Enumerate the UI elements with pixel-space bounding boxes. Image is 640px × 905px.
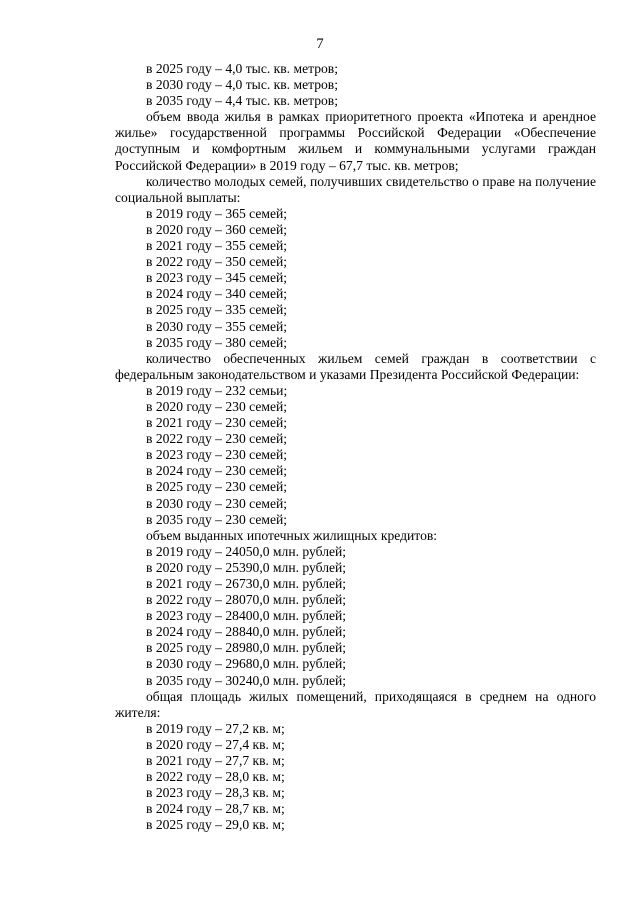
list-item: в 2021 году – 26730,0 млн. рублей; (146, 576, 347, 591)
list-item: в 2020 году – 230 семей; (146, 398, 288, 414)
list-item: в 2025 году – 29,0 кв. м; (146, 817, 285, 833)
list-item: в 2023 году – 230 семей; (146, 447, 288, 463)
list-item: в 2022 году – 28,0 кв. м; (146, 769, 285, 785)
young-families-list (115, 206, 596, 351)
list-item: в 2021 году – 355 семей; (146, 238, 288, 254)
list-item: в 2030 году – 29680,0 млн. рублей; (146, 656, 347, 672)
list-item: в 2023 году – 28,3 кв. м; (146, 785, 285, 801)
housing-volume-list (115, 61, 596, 109)
list-item: в 2019 году – 27,2 кв. м; (146, 720, 285, 736)
paragraph-housed-families: количество обеспеченных жильем семей граждан в соответствии с федеральным законодательством и указами Президента Российской Федерации: (115, 350, 596, 382)
list-item: в 2035 году – 30240,0 млн. рублей; (146, 672, 347, 688)
list-item: в 2025 году – 335 семей; (146, 302, 288, 318)
paragraph-living-area: общая площадь жилых помещений, приходящаяся в среднем на одного жителя: (115, 688, 596, 720)
list-item: в 2030 году – 355 семей; (146, 318, 288, 334)
list-item: в 2035 году – 380 семей; (146, 334, 288, 350)
mortgage-loans-list (115, 544, 596, 689)
list-item: в 2020 году – 27,4 кв. м; (146, 736, 285, 752)
housed-families-list (115, 383, 596, 528)
list-item: в 2024 году – 28840,0 млн. рублей; (146, 624, 347, 640)
list-item: в 2035 году – 230 семей; (146, 511, 288, 527)
list-item: в 2022 году – 230 семей; (146, 431, 288, 447)
paragraph-young-families: количество молодых семей, получивших свидетельство о праве на получение социальной выплаты: (115, 173, 596, 205)
list-item: в 2025 году – 230 семей; (146, 479, 288, 495)
living-area-list (115, 721, 596, 834)
list-item: в 2022 году – 350 семей; (146, 254, 288, 270)
document-body (115, 61, 596, 834)
list-item: в 2030 году – 4,0 тыс. кв. метров; (146, 77, 338, 93)
list-item: в 2019 году – 24050,0 млн. рублей; (146, 543, 347, 559)
list-item: в 2025 году – 4,0 тыс. кв. метров; (146, 61, 338, 76)
page-number: 7 (316, 36, 324, 52)
list-item: в 2030 году – 230 семей; (146, 495, 288, 511)
list-item: в 2024 году – 230 семей; (146, 463, 288, 479)
list-item: в 2024 году – 28,7 кв. м; (146, 801, 285, 817)
list-item: в 2021 году – 230 семей; (146, 415, 288, 431)
list-item: в 2023 году – 28400,0 млн. рублей; (146, 608, 347, 624)
list-item: в 2021 году – 27,7 кв. м; (146, 753, 285, 769)
list-item: в 2022 году – 28070,0 млн. рублей; (146, 592, 347, 608)
list-item: в 2024 году – 340 семей; (146, 286, 288, 302)
list-item: в 2023 году – 345 семей; (146, 270, 288, 286)
list-item: в 2020 году – 360 семей; (146, 221, 288, 237)
list-item: в 2019 году – 365 семей; (146, 205, 288, 221)
list-item: в 2020 году – 25390,0 млн. рублей; (146, 559, 347, 575)
list-item: в 2035 году – 4,4 тыс. кв. метров; (146, 93, 338, 109)
list-item: в 2019 году – 232 семьи; (146, 382, 288, 398)
paragraph-mortgage-project: объем ввода жилья в рамках приоритетного проекта «Ипотека и арендное жилье» государственной программы Российской Федерации «Обеспечение доступным и комфортным жильем и коммунальными услугами граждан Российской Федерации» в 2019 году – 67,7 тыс. кв. метров; (115, 109, 596, 173)
list-item: в 2025 году – 28980,0 млн. рублей; (146, 640, 347, 656)
paragraph-mortgage-loans: объем выданных ипотечных жилищных кредитов: (146, 527, 438, 543)
